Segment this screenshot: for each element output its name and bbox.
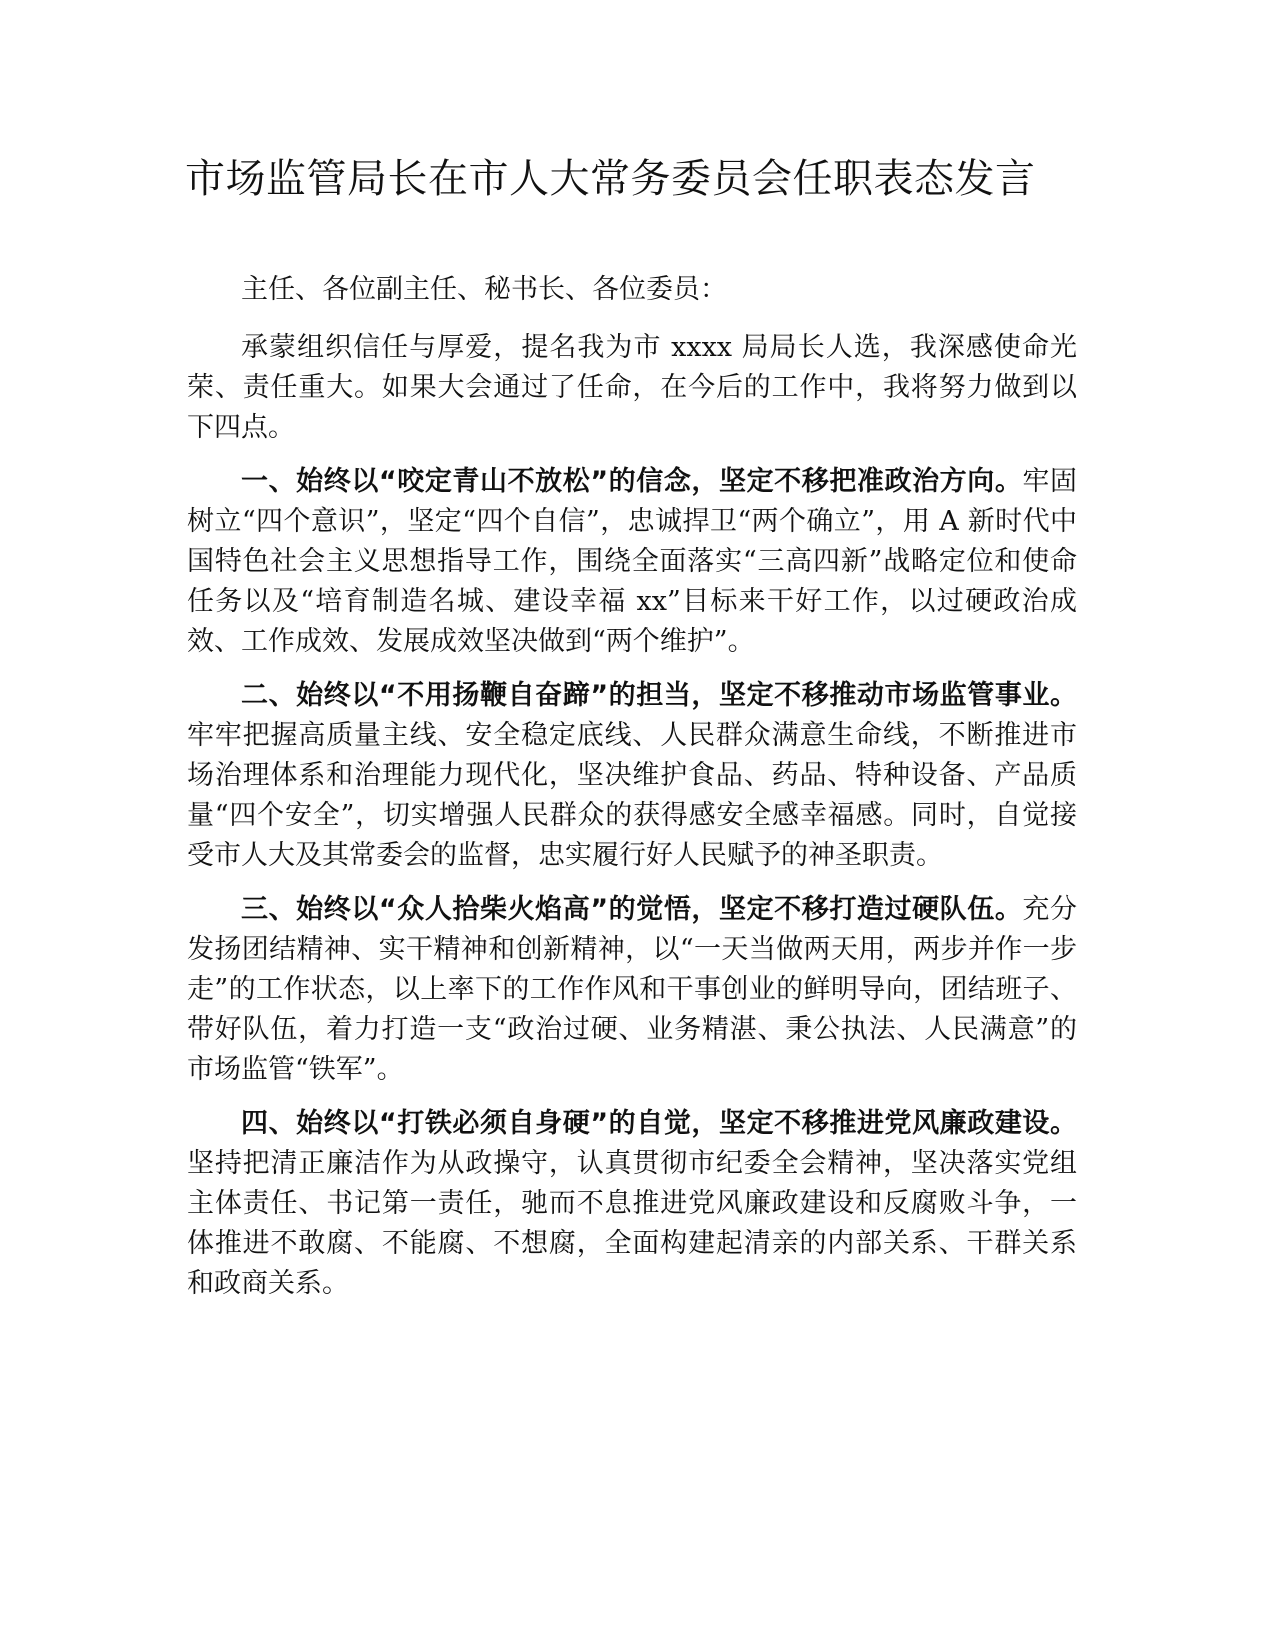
document-title: 市场监管局长在市人大常务委员会任职表态发言 — [185, 156, 1036, 202]
point-body-3: 充分发扬团结精神、实干精神和创新精神，以“一天当做两天用，两步并作一步走”的工作状态，以上率下的工作作风和干事创业的鲜明导向，团结班子、带好队伍，着力打造一支“政治过硬、业务精湛、秉公执法、人民满意”的市场监管“铁军”。 — [187, 894, 1077, 1085]
point-body-4: 坚持把清正廉洁作为从政操守，认真贯彻市纪委全会精神，坚决落实党组主体责任、书记第一责任，驰而不息推进党风廉政建设和反腐败斗争，一体推进不敢腐、不能腐、不想腐，全面构建起清亲的内部关系、干群关系和政商关系。 — [187, 1148, 1077, 1299]
point-paragraph-1 — [187, 462, 1077, 662]
point-heading-2: 二、始终以“不用扬鞭自奋蹄”的担当，坚定不移推动市场监管事业。 — [241, 680, 1077, 711]
point-heading-1: 一、始终以“咬定青山不放松”的信念，坚定不移把准政治方向。 — [241, 466, 1023, 497]
point-body-2: 牢牢把握高质量主线、安全稳定底线、人民群众满意生命线，不断推进市场治理体系和治理能力现代化，坚决维护食品、药品、特种设备、产品质量“四个安全”，切实增强人民群众的获得感安全感幸福感。同时，自觉接受市人大及其常委会的监督，忠实履行好人民赋予的神圣职责。 — [187, 720, 1077, 871]
document-body — [187, 270, 1077, 1318]
point-heading-4: 四、始终以“打铁必须自身硬”的自觉，坚定不移推进党风廉政建设。 — [241, 1108, 1077, 1139]
intro-paragraph: 承蒙组织信任与厚爱，提名我为市 xxxx 局局长人选，我深感使命光荣、责任重大。如果大会通过了任命，在今后的工作中，我将努力做到以下四点。 — [187, 332, 1077, 443]
salutation: 主任、各位副主任、秘书长、各位委员： — [241, 274, 727, 305]
point-body-1: 牢固树立“四个意识”，坚定“四个自信”，忠诚捍卫“两个确立”，用 A 新时代中国特色社会主义思想指导工作，围绕全面落实“三高四新”战略定位和使命任务以及“培育制造名城、建设幸福 xx”目标来干好工作，以过硬政治成效、工作成效、发展成效坚决做到“两个维护”。 — [187, 466, 1077, 657]
point-paragraph-4 — [187, 1104, 1077, 1304]
point-heading-3: 三、始终以“众人拾柴火焰高”的觉悟，坚定不移打造过硬队伍。 — [241, 894, 1023, 925]
point-paragraph-2 — [187, 676, 1077, 876]
point-paragraph-3 — [187, 890, 1077, 1090]
